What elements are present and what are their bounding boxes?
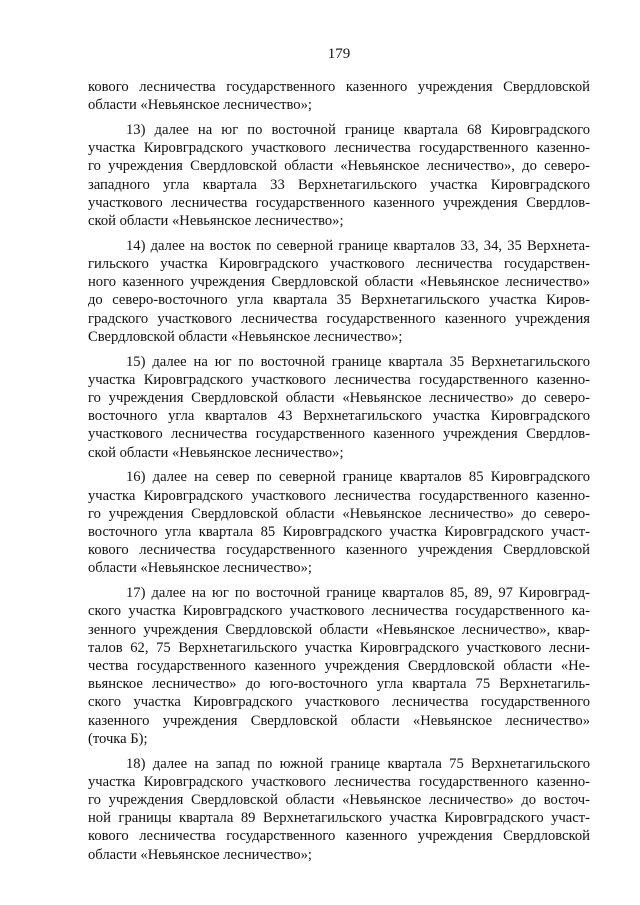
text-line: градского участкового лесничества государственного казенного учреждения bbox=[88, 310, 590, 327]
text-line: 14) далее на восток по северной границе кварталов 33, 34, 35 Верхнета- bbox=[126, 237, 590, 254]
text-line: кового лесничества государственного казенного учреждения Свердловской bbox=[88, 79, 590, 95]
paragraph-0 bbox=[88, 78, 590, 114]
text-line: ской области «Невьянское лесничество»; bbox=[88, 444, 344, 461]
text-line: го учреждения Свердловской области «Невьянское лесничество», до северо- bbox=[88, 158, 590, 175]
paragraph-2 bbox=[88, 237, 590, 346]
text-line: го учреждения Свердловской области «Невьянское лесничество» до восточ- bbox=[88, 792, 590, 809]
text-line: участка Кировградского участкового лесничества государственного казенно- bbox=[88, 773, 590, 790]
text-line: Свердловской области «Невьянское лесничество»; bbox=[88, 328, 403, 345]
text-line: зенного учреждения Свердловской области «Невьянское лесничество», квар- bbox=[88, 621, 590, 638]
text-line: восточного угла квартала 85 Кировградского участка Кировградского участ- bbox=[88, 524, 590, 541]
text-line: 13) далее на юг по восточной границе квартала 68 Кировградского bbox=[126, 122, 590, 138]
text-line: участкового лесничества государственного казенного учреждения Свердлов- bbox=[88, 426, 590, 443]
text-line: кового лесничества государственного казенного учреждения Свердловской bbox=[88, 828, 590, 845]
text-line: до северо-восточного угла квартала 35 Верхнетагильского участка Киров- bbox=[88, 292, 590, 309]
text-line: западного угла квартала 33 Верхнетагильского участка Кировградского bbox=[88, 176, 590, 193]
text-line: участка Кировградского участкового лесничества государственного казенно- bbox=[88, 487, 590, 504]
text-line: талов 62, 75 Верхнетагильского участка Кировградского участкового лесни- bbox=[88, 639, 590, 656]
text-line: чества государственного казенного учреждения Свердловской области «Не- bbox=[88, 658, 590, 675]
text-line: ского участка Кировградского участкового лесничества государственного bbox=[88, 694, 590, 711]
text-line: ской области «Невьянское лесничество»; bbox=[88, 213, 344, 230]
text-line: 16) далее на север по северной границе кварталов 85 Кировградского bbox=[126, 469, 590, 486]
paragraph-6 bbox=[88, 755, 590, 864]
page-number: 179 bbox=[327, 46, 351, 62]
text-line: казенного учреждения Свердловской области «Невьянское лесничество» bbox=[88, 712, 590, 729]
text-line: участкового лесничества государственного казенного учреждения Свердлов- bbox=[88, 194, 590, 211]
text-line: 18) далее на запад по южной границе квартала 75 Верхнетагильского bbox=[126, 755, 590, 772]
text-line: гильского участка Кировградского участкового лесничества государствен- bbox=[88, 256, 590, 273]
text-line: ной границы квартала 89 Верхнетагильского участка Кировградского участ- bbox=[88, 810, 590, 827]
paragraph-3 bbox=[88, 353, 590, 462]
text-line: го учреждения Свердловской области «Невьянское лесничество» до северо- bbox=[88, 390, 590, 407]
text-line: вьянское лесничество» до юго-восточного угла квартала 75 Верхнетагиль- bbox=[88, 676, 590, 693]
text-line: области «Невьянское лесничество»; bbox=[88, 846, 312, 863]
text-line: участка Кировградского участкового лесничества государственного казенно- bbox=[88, 140, 590, 157]
text-line: ского участка Кировградского участкового лесничества государственного ка- bbox=[88, 603, 590, 620]
text-line: восточного угла кварталов 43 Верхнетагильского участка Кировградского bbox=[88, 408, 590, 425]
text-line: участка Кировградского участкового лесничества государственного казенно- bbox=[88, 371, 590, 388]
document-body bbox=[88, 78, 590, 870]
text-line: ного казенного учреждения Свердловской области «Невьянское лесничество» bbox=[88, 274, 590, 291]
text-line: (точка Б); bbox=[88, 730, 148, 747]
text-line: 15) далее на юг по восточной границе квартала 35 Верхнетагильского bbox=[126, 353, 590, 370]
paragraph-1 bbox=[88, 121, 590, 230]
paragraph-5 bbox=[88, 584, 590, 748]
text-line: области «Невьянское лесничество»; bbox=[88, 97, 312, 114]
text-line: области «Невьянское лесничество»; bbox=[88, 560, 312, 577]
text-line: кового лесничества государственного казенного учреждения Свердловской bbox=[88, 542, 590, 559]
text-line: 17) далее на юг по восточной границе кварталов 85, 89, 97 Кировград- bbox=[126, 585, 590, 602]
paragraph-4 bbox=[88, 468, 590, 577]
text-line: го учреждения Свердловской области «Невьянское лесничество» до северо- bbox=[88, 505, 590, 522]
